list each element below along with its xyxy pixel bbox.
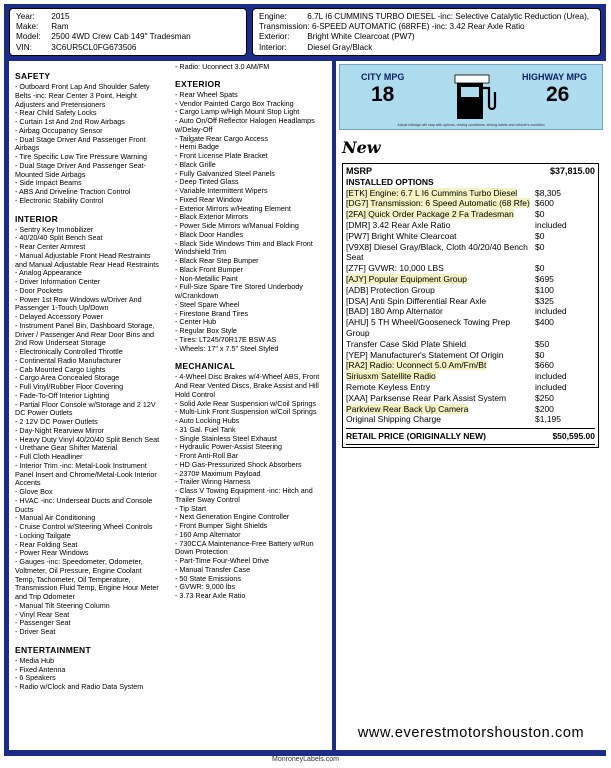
interior-heading: INTERIOR [15,213,59,224]
option-row [346,242,595,264]
feature-item: - 3.73 Rear Axle Ratio [175,591,246,600]
feature-item: - Manual Transfer Case [175,564,251,574]
feature-item: - Full Cloth Headliner [15,452,83,461]
option-price: $325 [535,295,554,306]
option-row [346,360,595,371]
condition-label: New [342,138,381,157]
feature-item: - Tire Specific Low Tire Pressure Warning [15,152,147,161]
option-row [346,188,595,199]
option-row [346,350,595,361]
option-row [346,339,595,350]
feature-item: - Gauges -inc: Speedometer, Odometer, Voltmeter, Oil Pressure, Engine Coolant Temp, Tachometer, Oil Temperature, Transmission Fluid Temp, Engine Hour Meter and Trip Odometer [15,557,159,601]
option-description: [DMR] 3.42 Rear Axle Ratio [346,219,451,230]
feature-item: - Hydraulic Power-Assist Steering [175,442,283,452]
option-row [346,404,595,415]
feature-item: - Full Vinyl/Rubber Floor Covering [15,382,124,391]
transmission-value: 6-SPEED AUTOMATIC (68RFE) -inc: 3.42 Rear Axle Ratio [311,22,525,32]
dealer-website: www.everestmotorshouston.com [357,725,585,741]
feature-item: - Media Hub [15,655,55,665]
feature-item: - Cargo Area Concealed Storage [15,373,120,383]
exterior-label: Exterior: [259,32,290,42]
feature-item: - Driver Information Center [15,277,101,286]
feature-item: - Rear Wheel Spats [175,89,238,99]
feature-item: - Wheels: 17" x 7.5" Steel Styled [175,343,279,353]
feature-item: - HD Gas-Pressurized Shock Absorbers [175,459,302,469]
option-description: Original Shipping Charge [346,414,441,425]
option-description: Parkview Rear Back Up Camera [346,403,469,414]
feature-item: - Multi-Link Front Suspension w/Coil Springs [175,407,317,417]
feature-item: - Non-Metallic Paint [175,273,238,283]
option-row [346,209,595,220]
option-price: $0 [535,349,545,360]
vin-label: VIN: [16,42,32,52]
option-description: [ETK] Engine: 6.7 L I6 Cummins Turbo Diesel [346,187,518,198]
option-row [346,296,595,307]
model-line [16,32,240,42]
feature-item: - Delayed Accessory Power [15,312,103,321]
feature-item: - Cargo Lamp w/High Mount Stop Light [175,107,300,117]
option-row [346,317,595,339]
feature-item: - Passenger Seat [15,618,71,628]
feature-item: - Analog Appearance [15,268,82,278]
feature-item: - Power Rear Windows [15,548,89,558]
feature-item: - Black Rear Step Bumper [175,256,259,265]
option-description: [DG7] Transmission: 6 Speed Automatic (68 Rfe) [346,198,530,209]
option-price: included [535,306,567,317]
vehicle-header [9,8,247,56]
model-value: 2500 4WD Crew Cab 149" Tradesman [51,32,191,42]
interior-line [259,43,594,53]
option-row [346,306,595,317]
feature-item: - Power Side Mirrors w/Manual Folding [175,221,299,230]
msrp-value: $37,815.00 [549,166,595,176]
feature-item: - HVAC -inc: Underseat Ducts and Console Ducts [15,495,153,514]
feature-item: - ABS And Driveline Traction Control [15,187,131,196]
feature-item: - Electronically Controlled Throttle [15,347,123,356]
spec-header [252,8,601,56]
feature-item: - Radio: Uconnect 3.0 AM/FM [175,62,270,71]
option-description: [YEP] Manufacturer's Statement Of Origin [346,349,504,360]
feature-item: - Part-Time Four-Wheel Drive [175,556,269,565]
feature-item: - Instrument Panel Bin, Dashboard Storage, Driver / Passenger And Rear Door Bins and 2nd Row Underseat Storage [15,320,155,348]
retail-value: $50,595.00 [552,431,595,442]
feature-item: - Electronic Stability Control [15,195,104,205]
feature-item: - Rear Folding Seat [15,539,78,549]
interior-value: Diesel Gray/Black [307,42,373,52]
option-description: Remote Keyless Entry [346,381,431,392]
feature-item: - Front Anti-Roll Bar [175,451,239,460]
installed-options-heading: INSTALLED OPTIONS [346,176,434,187]
feature-item: - Solid Axle Rear Suspension w/Coil Springs [175,398,317,408]
feature-item: - Cab Mounted Cargo Lights [15,364,106,374]
feature-item: - Tip Start [175,503,207,513]
option-price: $0 [535,241,545,252]
feature-item: - Vinyl Rear Seat [15,609,70,619]
option-price: included [535,381,567,392]
feature-item: - Dual Stage Driver And Passenger Front Airbags [15,134,146,153]
transmission-label: Transmission: [259,22,310,32]
exterior-line [259,32,594,42]
feature-item: - Rear Child Safety Locks [15,108,97,118]
feature-item: - 31 Gal. Fuel Tank [175,424,236,434]
option-description: [2FA] Quick Order Package 2 Fa Tradesman [346,209,514,220]
option-description: Transfer Case Skid Plate Shield [346,338,467,349]
exterior-heading: EXTERIOR [175,78,221,89]
option-price: $100 [535,284,554,295]
feature-item: - Fixed Rear Window [175,194,243,204]
retail-row [346,428,595,442]
feature-item: - 160 Amp Alternator [175,529,241,539]
option-price: $0 [535,230,545,241]
feature-item: - Airbag Occupancy Sensor [15,125,103,135]
feature-item: - Heavy Duty Vinyl 40/20/40 Split Bench Seat [15,434,160,444]
feature-item: - Fully Galvanized Steel Panels [175,168,275,178]
safety-list [15,83,163,206]
entertainment-heading: ENTERTAINMENT [15,644,91,655]
entertainment-list-continued [175,63,326,72]
feature-item: - Continental Radio Manufacturer [15,355,121,365]
option-price: included [535,371,567,382]
option-row [346,263,595,274]
feature-item: - Rear Center Armrest [15,242,86,251]
feature-item: - Urethane Gear Shifter Material [15,443,118,453]
feature-item: - Front License Plate Bracket [175,151,268,160]
feature-item: - 6 Speakers [15,673,56,683]
window-sticker [4,4,606,756]
year-line [16,12,240,22]
feature-item: - Manual Air Conditioning [15,513,96,523]
mechanical-list [175,373,326,601]
option-description: [XAA] Parksense Rear Park Assist System [346,392,507,403]
option-description: [RA2] Radio: Uconnect 5.0 Am/Fm/Bt [346,360,487,371]
pricing-panel [336,61,606,750]
feature-item: - Black Side Windows Trim and Black Front Windshield Trim [175,238,313,257]
option-description: [ADB] Protection Group [346,284,435,295]
option-price: $50 [535,338,550,349]
feature-item: - Front Bumper Sight Shields [175,521,268,530]
feature-item: - Cruise Control w/Steering Wheel Controls [15,522,153,531]
option-price: $695 [535,273,554,284]
feature-item: - Door Pockets [15,285,63,295]
make-value: Ram [51,22,69,32]
feature-item: - Black Grille [175,159,216,169]
interior-list [15,226,163,637]
feature-item: - Driver Seat [15,627,56,636]
option-description: [DSA] Anti Spin Differential Rear Axle [346,295,487,306]
option-description: [PW7] Bright White Clearcoat [346,230,457,241]
year-value: 2015 [51,12,70,21]
feature-item: - GVWR: 9,000 lbs [175,582,235,592]
option-row [346,231,595,242]
retail-wrapper [346,428,595,445]
feature-item: - Fixed Antenna [15,664,66,674]
feature-item: - Single Stainless Steel Exhaust [175,433,277,443]
feature-item: - 40/20/40 Split Bench Seat [15,233,103,243]
feature-item: - Manual Tilt Steering Column [15,600,110,610]
feature-item: - Center Hub [175,317,217,327]
model-label: Model: [16,32,41,42]
engine-value: 6.7L I6 CUMMINS TURBO DIESEL -inc: Selective Catalytic Reduction (Urea), [307,12,590,21]
feature-item: - Day-Night Rearview Mirror [15,425,105,435]
year-label: Year: [16,12,35,21]
feature-item: - Manual Adjustable Front Head Restraints and Manual Adjustable Rear Head Restraints [15,250,159,269]
option-description: [Z7F] GVWR: 10,000 LBS [346,263,444,274]
retail-label: RETAIL PRICE (ORIGINALLY NEW) [346,431,486,442]
feature-item: - Auto Locking Hubs [175,416,240,425]
msrp-row [346,166,595,177]
mechanical-heading: MECHANICAL [175,361,236,372]
option-row [346,393,595,404]
safety-heading: SAFETY [15,71,51,81]
mpg-box [339,64,603,130]
option-price: $600 [535,198,554,209]
feature-item: - 2 12V DC Power Outlets [15,417,98,426]
feature-item: - Power 1st Row Windows w/Driver And Passenger 1-Touch Up/Down [15,294,142,313]
option-price: $0 [535,263,545,274]
interior-label: Interior: [259,42,287,52]
vin-line [16,43,240,53]
make-label: Make: [16,22,39,32]
feature-item: - Exterior Mirrors w/Heating Element [175,203,291,213]
option-row [346,371,595,382]
options-list [346,188,595,426]
feature-item: - Fade-To-Off Interior Lighting [15,390,110,400]
feature-item: - Next Generation Engine Controller [175,512,290,522]
city-mpg-value: 18 [371,83,395,106]
feature-item: - Black Door Handles [175,229,243,239]
feature-item: - Firestone Brand Tires [175,308,249,318]
option-price: $660 [535,360,554,371]
feature-item: - Full-Size Spare Tire Stored Underbody w/Crankdown [175,282,303,300]
feature-item: - 50 State Emissions [175,573,241,583]
feature-item: - Regular Box Style [175,326,237,335]
feature-item: - Tires: LT245/70R17E BSW AS [175,334,277,344]
feature-item: - Steel Spare Wheel [175,299,240,309]
exterior-list [175,91,326,354]
feature-item: - Interior Trim -inc: Metal-Look Instrument Panel Insert and Chrome/Metal-Look Interior Accents [15,460,157,488]
option-row [346,414,595,425]
option-row [346,274,595,285]
footer-credit: MonroneyLabels.com [272,756,339,763]
fuel-pump-icon [441,74,503,121]
feature-item: - Trailer Wiring Harness [175,477,251,487]
feature-item: - Curtain 1st And 2nd Row Airbags [15,117,125,126]
feature-item: - Side Impact Beams [15,178,82,188]
feature-item: - Black Exterior Mirrors [175,212,249,222]
feature-item: - Sentry Key Immobilizer [15,224,94,234]
feature-item: - 2370# Maximum Payload [175,468,261,478]
mpg-disclaimer: Actual mileage will vary with options, driving conditions, driving habits and vehicle's condition [397,123,545,127]
option-row [346,220,595,231]
engine-line [259,12,594,22]
msrp-label: MSRP [346,166,373,176]
feature-item: - Vendor Painted Cargo Box Tracking [175,98,294,108]
entertainment-list [15,657,163,692]
feature-item: - Tailgate Rear Cargo Access [175,133,268,143]
feature-item: - Radio w/Clock and Radio Data System [15,682,144,691]
highway-mpg-label: HIGHWAY MPG [522,72,588,82]
option-price: $0 [535,209,545,220]
feature-item: - 730CCA Maintenance-Free Battery w/Run Down Protection [175,538,314,557]
features-column-right [169,61,332,750]
feature-item: - Hemi Badge [175,142,219,152]
option-row [346,285,595,296]
option-description: [AJY] Popular Equipment Group [346,273,467,284]
option-price: $400 [535,317,554,328]
option-price: included [535,219,567,230]
option-row [346,382,595,393]
option-description: [V9X8] Diesel Gray/Black, Cloth 40/20/40 Bench Seat [346,241,528,263]
option-description: Siriusxm Satellite Radio [346,371,436,382]
option-row [346,198,595,209]
features-column-left [9,61,169,750]
feature-item: - Auto On/Off Reflector Halogen Headlamps w/Delay-Off [175,116,315,134]
transmission-line [259,22,594,32]
feature-item: - Variable Intermittent Wipers [175,186,268,195]
feature-item: - 4-Wheel Disc Brakes w/4-Wheel ABS, Front And Rear Vented Discs, Brake Assist and Hill Hold Control [175,372,320,399]
feature-item: - Locking Tailgate [15,530,71,540]
vin-value: 3C6UR5CL0FG673506 [51,42,137,52]
city-mpg-label: CITY MPG [361,72,405,82]
options-box [342,163,599,448]
feature-item: - Class V Towing Equipment -inc: Hitch and Trailer Sway Control [175,486,313,504]
highway-mpg-value: 26 [546,83,570,106]
option-price: $1,195 [535,414,561,425]
feature-item: - Black Front Bumper [175,264,243,274]
feature-item: - Partial Floor Console w/Storage and 2 12V DC Power Outlets [15,399,156,418]
option-description: [BAD] 180 Amp Alternator [346,306,443,317]
option-price: $250 [535,392,554,403]
option-price: $8,305 [535,187,561,198]
make-line [16,22,240,32]
option-description: [AHU] 5 TH Wheel/Gooseneck Towing Prep Group [346,317,511,338]
engine-label: Engine: [259,12,287,21]
feature-item: - Outboard Front Lap And Shoulder Safety Belts -inc: Rear Center 3 Point, Height Adjusters and Pretensioners [15,82,150,109]
option-price: $200 [535,403,554,414]
feature-item: - Glove Box [15,487,53,496]
exterior-value: Bright White Clearcoat (PW7) [307,32,415,42]
feature-item: - Dual Stage Driver And Passenger Seat-Mounted Side Airbags [15,160,147,179]
feature-item: - Deep Tinted Glass [175,177,239,187]
